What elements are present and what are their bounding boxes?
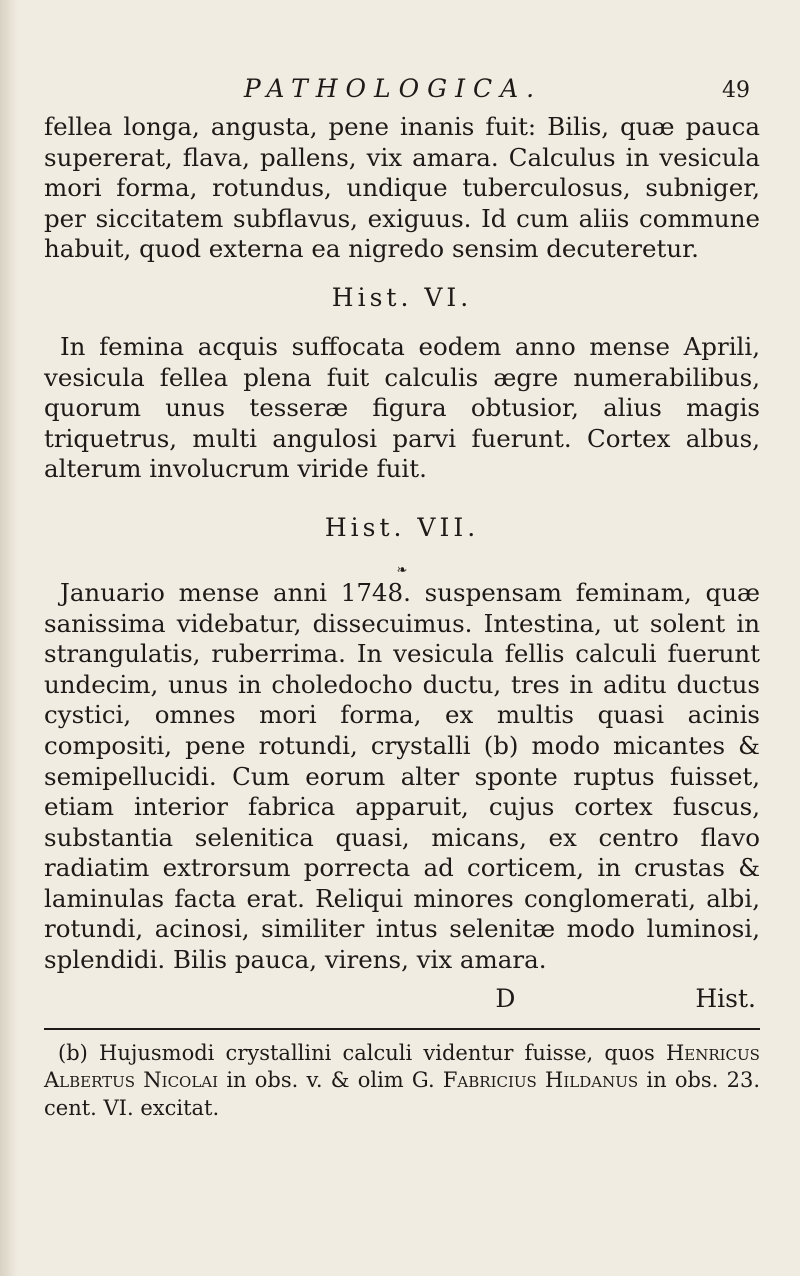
footnote <box>44 1040 760 1123</box>
heading-hist-vii: Hist. VII. <box>324 512 480 542</box>
footnote-text-start: Hujusmodi crystallini calculi videntur fuisse, quos <box>99 1040 655 1065</box>
signature-mark: D <box>495 983 516 1013</box>
footnote-author-fabricius: Fabricius Hildanus <box>442 1068 639 1093</box>
heading-hist-vi: Hist. VI. <box>331 282 473 312</box>
footnote-text-end: in obs. 23. cent. VI. excitat. <box>44 1068 761 1120</box>
footnote-text-mid: in obs. v. & olim G. <box>226 1068 435 1093</box>
footnote-rule <box>44 1028 760 1030</box>
running-title: PATHOLOGICA. <box>243 74 543 103</box>
catchline <box>44 984 760 1018</box>
catchword: Hist. <box>695 983 756 1013</box>
paragraph-hist-vii: Januario mense anni 1748. suspensam feminam, quæ sanissima videbatur, dissecuimus. Intestina, ut solent in strangulatis, ruberrima. In vesicula fellis calculi fuerunt undecim, unus in choledocho ductu, tres in aditu ductus cystici, omnes mori forma, ex multis quasi acinis compositi, pene rotundi, crystalli (b) modo micantes & semipellucidi. Cum eorum alter sponte ruptus fuisset, etiam interior fabrica apparuit, cujus cortex fuscus, substantia selenitica quasi, micans, ex centro flavo radiatim extrorsum porrecta ad corticem, in crustas & laminulas facta erat. Reliqui minores conglomerati, albi, rotundi, acinosi, similiter intus selenitæ modo luminosi, splendidi. Bilis pauca, virens, vix amara. <box>44 577 760 975</box>
page-number: 49 <box>722 78 750 103</box>
paragraph-continuation: fellea longa, angusta, pene inanis fuit: Bilis, quæ pauca supererat, flava, pallens, vix amara. Calculus in vesicula mori forma, rotundus, undique tuberculosus, subniger, per siccitatem subflavus, exiguus. Id cum aliis commune habuit, quod externa ea nigredo sensim decuteretur. <box>44 112 760 264</box>
footnote-marker: (b) <box>58 1040 88 1065</box>
footnote-author-nicolai: Henricus Albertus Nicolai <box>44 1040 760 1093</box>
paragraph-hist-vi: In femina acquis suffocata eodem anno mense Aprili, vesicula fellea plena fuit calculis ægre numerabilibus, quorum unus tesseræ figura obtusior, alius magis triquetrus, multi angulosi parvi fuerunt. Cortex albus, alterum involucrum viride fuit. <box>44 331 760 484</box>
ornament-mark: ❧ <box>396 562 408 578</box>
running-head <box>44 74 760 110</box>
